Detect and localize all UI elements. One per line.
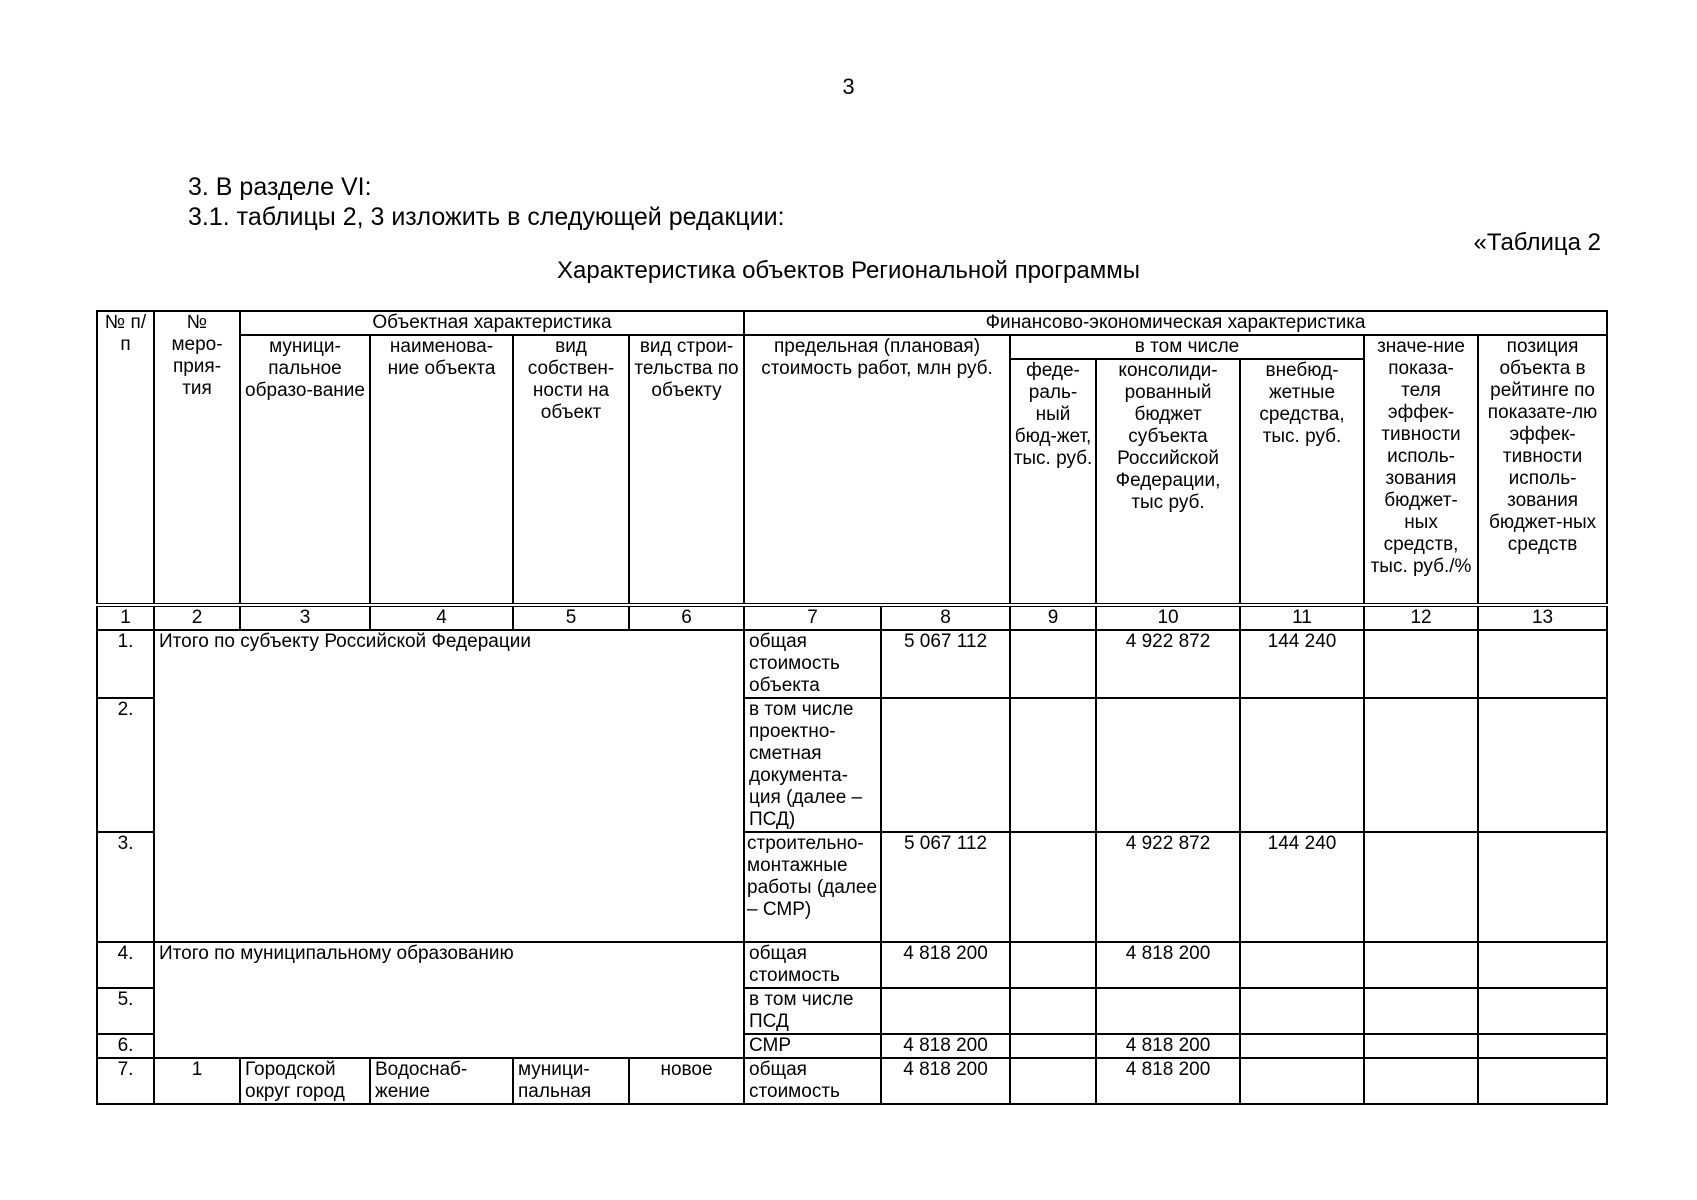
consolidated-value: 4 922 872 — [1096, 630, 1240, 698]
row-label: в том числе проектно-сметная документа-ция (далее – ПСД) — [744, 698, 881, 832]
header-construction: вид строи-тельства по объекту — [629, 335, 744, 605]
federal-value — [1010, 630, 1096, 698]
offbudget-value — [1240, 1034, 1364, 1058]
federal-value — [1010, 832, 1096, 942]
federal-value — [1010, 988, 1096, 1034]
cost-value: 4 818 200 — [881, 1034, 1010, 1058]
indicator-value — [1364, 1058, 1478, 1104]
row-number: 3. — [97, 832, 154, 942]
column-number: 8 — [881, 605, 1010, 630]
consolidated-value: 4 818 200 — [1096, 942, 1240, 988]
subject-total-label: Итого по субъекту Российской Федерации — [154, 630, 744, 942]
offbudget-value — [1240, 1058, 1364, 1104]
position-value — [1478, 988, 1607, 1034]
row-label: строительно-монтажные работы (далее – СМР) — [744, 832, 881, 942]
consolidated-value: 4 922 872 — [1096, 832, 1240, 942]
cost-value: 5 067 112 — [881, 630, 1010, 698]
column-number: 9 — [1010, 605, 1096, 630]
indicator-value — [1364, 832, 1478, 942]
table-label: «Таблица 2 — [1473, 229, 1601, 256]
position-value — [1478, 1034, 1607, 1058]
cost-value — [881, 988, 1010, 1034]
row-number: 1. — [97, 630, 154, 698]
page-number: 3 — [842, 74, 855, 99]
header-municipal: муници-пальное образо-вание — [240, 335, 370, 605]
municipal-name: Городской округ город — [240, 1058, 370, 1104]
offbudget-value: 144 240 — [1240, 832, 1364, 942]
measure-number: 1 — [154, 1058, 240, 1104]
row-label: общая стоимость — [744, 942, 881, 988]
row-label: общая стоимость объекта — [744, 630, 881, 698]
intro-text — [188, 172, 785, 232]
row-label: СМР — [744, 1034, 881, 1058]
cost-value: 4 818 200 — [881, 942, 1010, 988]
column-number: 2 — [154, 605, 240, 630]
table-title: Характеристика объектов Региональной программы — [557, 257, 1140, 284]
table-row — [97, 630, 1607, 698]
construction-type: новое — [629, 1058, 744, 1104]
column-number: 5 — [513, 605, 629, 630]
offbudget-value — [1240, 942, 1364, 988]
federal-value — [1010, 942, 1096, 988]
row-number: 5. — [97, 988, 154, 1034]
row-number: 7. — [97, 1058, 154, 1104]
indicator-value — [1364, 630, 1478, 698]
column-number: 13 — [1478, 605, 1607, 630]
consolidated-value — [1096, 698, 1240, 832]
column-number: 10 — [1096, 605, 1240, 630]
header-object-name: наименова-ние объекта — [370, 335, 513, 605]
consolidated-value — [1096, 988, 1240, 1034]
indicator-value — [1364, 698, 1478, 832]
offbudget-value: 144 240 — [1240, 630, 1364, 698]
row-label: общая стоимость — [744, 1058, 881, 1104]
header-position: позиция объекта в рейтинге по показате-лю эффек-тивности исполь-зования бюджет-ных средств — [1478, 335, 1607, 605]
offbudget-value — [1240, 698, 1364, 832]
column-number: 12 — [1364, 605, 1478, 630]
column-number-row — [97, 605, 1607, 630]
municipal-total-label: Итого по муниципальному образованию — [154, 942, 744, 1058]
object-name: Водоснаб-жение — [370, 1058, 513, 1104]
table-row — [97, 1058, 1607, 1104]
header-object-group: Объектная характеристика — [240, 311, 744, 335]
indicator-value — [1364, 988, 1478, 1034]
header-indicator: значе-ние показа-теля эффек-тивности исполь-зования бюджет-ных средств, тыс. руб./% — [1364, 335, 1478, 605]
position-value — [1478, 1058, 1607, 1104]
intro-line-2: 3.1. таблицы 2, 3 изложить в следующей редакции: — [188, 203, 785, 231]
row-number: 6. — [97, 1034, 154, 1058]
federal-value — [1010, 698, 1096, 832]
header-offbudget: внебюд-жетные средства, тыс. руб. — [1240, 359, 1364, 605]
offbudget-value — [1240, 988, 1364, 1034]
cost-value: 5 067 112 — [881, 832, 1010, 942]
column-number: 6 — [629, 605, 744, 630]
cost-value: 4 818 200 — [881, 1058, 1010, 1104]
header-including: в том числе — [1010, 335, 1364, 359]
intro-line-1: 3. В разделе VI: — [188, 173, 372, 201]
column-number: 1 — [97, 605, 154, 630]
ownership-type: муници-пальная — [513, 1058, 629, 1104]
consolidated-value: 4 818 200 — [1096, 1058, 1240, 1104]
row-number: 2. — [97, 698, 154, 832]
federal-value — [1010, 1034, 1096, 1058]
column-number: 7 — [744, 605, 881, 630]
header-federal: феде-раль-ный бюд-жет, тыс. руб. — [1010, 359, 1096, 605]
cost-value — [881, 698, 1010, 832]
position-value — [1478, 630, 1607, 698]
objects-table — [96, 310, 1608, 1105]
column-number: 11 — [1240, 605, 1364, 630]
header-consolidated: консолиди-рованный бюджет субъекта Российской Федерации, тыс руб. — [1096, 359, 1240, 605]
header-finance-group: Финансово-экономическая характеристика — [744, 311, 1607, 335]
consolidated-value: 4 818 200 — [1096, 1034, 1240, 1058]
header-cost: предельная (плановая) стоимость работ, млн руб. — [744, 335, 1010, 605]
position-value — [1478, 698, 1607, 832]
federal-value — [1010, 1058, 1096, 1104]
row-label: в том числе ПСД — [744, 988, 881, 1034]
row-number: 4. — [97, 942, 154, 988]
table-row — [97, 942, 1607, 988]
column-number: 4 — [370, 605, 513, 630]
header-num: № п/п — [97, 311, 154, 605]
header-ownership: вид собствен-ности на объект — [513, 335, 629, 605]
indicator-value — [1364, 1034, 1478, 1058]
indicator-value — [1364, 942, 1478, 988]
position-value — [1478, 832, 1607, 942]
column-number: 3 — [240, 605, 370, 630]
position-value — [1478, 942, 1607, 988]
header-measure: № меро-прия-тия — [154, 311, 240, 605]
